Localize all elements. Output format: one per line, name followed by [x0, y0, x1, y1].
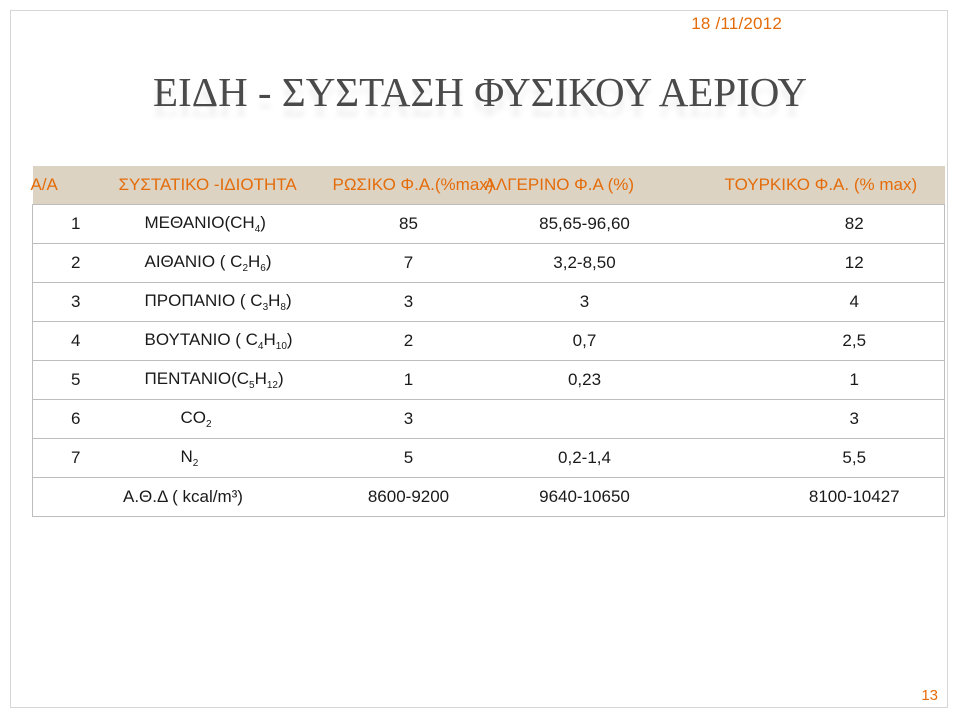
- row-russian-value: 2: [333, 322, 485, 361]
- header-turkish: ΤΟΥΡΚΙΚΟ Φ.Α. (% max): [685, 166, 945, 205]
- component-mid: H: [268, 291, 281, 310]
- row-algerian-value: 0,23: [485, 361, 685, 400]
- row-component: [119, 244, 333, 283]
- row-index: 4: [33, 322, 119, 361]
- row-algerian-value: 0,2-1,4: [485, 439, 685, 478]
- row-turkish-value: 2,5: [685, 322, 945, 361]
- row-turkish-value: 5,5: [685, 439, 945, 478]
- row-turkish-value: 1: [685, 361, 945, 400]
- component-mid: H: [263, 330, 276, 349]
- row-russian-value: 85: [333, 205, 485, 244]
- component-s2: 8: [280, 302, 286, 313]
- row-component: [119, 400, 333, 439]
- table-row: [33, 361, 945, 400]
- row-turkish-value: 3: [685, 400, 945, 439]
- component-pre: ΠΕΝΤΑΝΙΟ(C: [144, 369, 250, 388]
- component-pre: ΠΡΟΠΑΝΙΟ ( C: [144, 291, 263, 310]
- component-s2: 10: [275, 341, 287, 352]
- header-algerian: ΑΛΓΕΡΙΝΟ Φ.Α (%): [485, 166, 685, 205]
- footer-russian-value: 8600-9200: [333, 478, 485, 517]
- table-row: [33, 322, 945, 361]
- header-index: Α/Α: [33, 166, 119, 205]
- component-pre: CO: [180, 408, 206, 427]
- table-row: [33, 439, 945, 478]
- row-algerian-value: 3,2-8,50: [485, 244, 685, 283]
- component-mid: H: [254, 369, 267, 388]
- table-row: [33, 400, 945, 439]
- row-algerian-value: 3: [485, 283, 685, 322]
- component-pre: N: [180, 447, 193, 466]
- row-algerian-value: 85,65-96,60: [485, 205, 685, 244]
- row-index: 1: [33, 205, 119, 244]
- component-post: ): [286, 330, 293, 349]
- footer-algerian-value: 9640-10650: [485, 478, 685, 517]
- row-russian-value: 3: [333, 283, 485, 322]
- component-post: ): [285, 291, 292, 310]
- component-s1: 3: [262, 302, 269, 313]
- footer-turkish-value: 8100-10427: [685, 478, 945, 517]
- component-post: ): [265, 252, 272, 271]
- component-pre: ΜΕΘΑΝΙΟ(CH: [144, 213, 255, 232]
- component-post: ): [260, 213, 266, 232]
- component-s1: 2: [242, 263, 248, 274]
- row-turkish-value: 12: [685, 244, 945, 283]
- component-s1: 5: [249, 380, 255, 391]
- component-s1: 4: [254, 224, 261, 235]
- row-component: [119, 283, 333, 322]
- table-header-row: [33, 166, 945, 205]
- table-row: [33, 205, 945, 244]
- row-index: 2: [33, 244, 119, 283]
- component-s2: 12: [266, 380, 278, 391]
- row-component: [119, 361, 333, 400]
- row-turkish-value: 82: [685, 205, 945, 244]
- table-row: [33, 244, 945, 283]
- row-component: [119, 322, 333, 361]
- row-algerian-value: [485, 400, 685, 439]
- row-russian-value: 5: [333, 439, 485, 478]
- component-s1: 2: [206, 419, 212, 430]
- row-index: 6: [33, 400, 119, 439]
- component-s1: 4: [257, 341, 264, 352]
- table-footer-row: [33, 478, 945, 517]
- row-index: 3: [33, 283, 119, 322]
- component-pre: ΑΙΘΑΝΙΟ ( C: [144, 252, 243, 271]
- component-mid: H: [248, 252, 261, 271]
- row-component: [119, 205, 333, 244]
- row-turkish-value: 4: [685, 283, 945, 322]
- component-s2: 6: [260, 263, 266, 274]
- row-russian-value: 7: [333, 244, 485, 283]
- component-post: ): [277, 369, 284, 388]
- table-row: [33, 283, 945, 322]
- header-component: ΣΥΣΤΑΤΙΚΟ -ΙΔΙΟΤΗΤΑ: [119, 166, 333, 205]
- row-index: 5: [33, 361, 119, 400]
- row-component: [119, 439, 333, 478]
- component-pre: ΒΟΥΤΑΝΙΟ ( C: [144, 330, 258, 349]
- gas-composition-table: [32, 166, 945, 517]
- row-index: 7: [33, 439, 119, 478]
- slide-title: ΕΙΔΗ - ΣΥΣΤΑΣΗ ΦΥΣΙΚΟΥ ΑΕΡΙΟΥ: [153, 69, 807, 115]
- row-algerian-value: 0,7: [485, 322, 685, 361]
- row-russian-value: 3: [333, 400, 485, 439]
- slide-date: 18 /11/2012: [691, 14, 782, 33]
- component-s1: 2: [192, 458, 199, 469]
- row-russian-value: 1: [333, 361, 485, 400]
- footer-label: Α.Θ.Δ ( kcal/m³): [33, 478, 333, 517]
- page-number: 13: [921, 687, 938, 704]
- header-russian: ΡΩΣΙΚΟ Φ.Α.(%max): [333, 166, 485, 205]
